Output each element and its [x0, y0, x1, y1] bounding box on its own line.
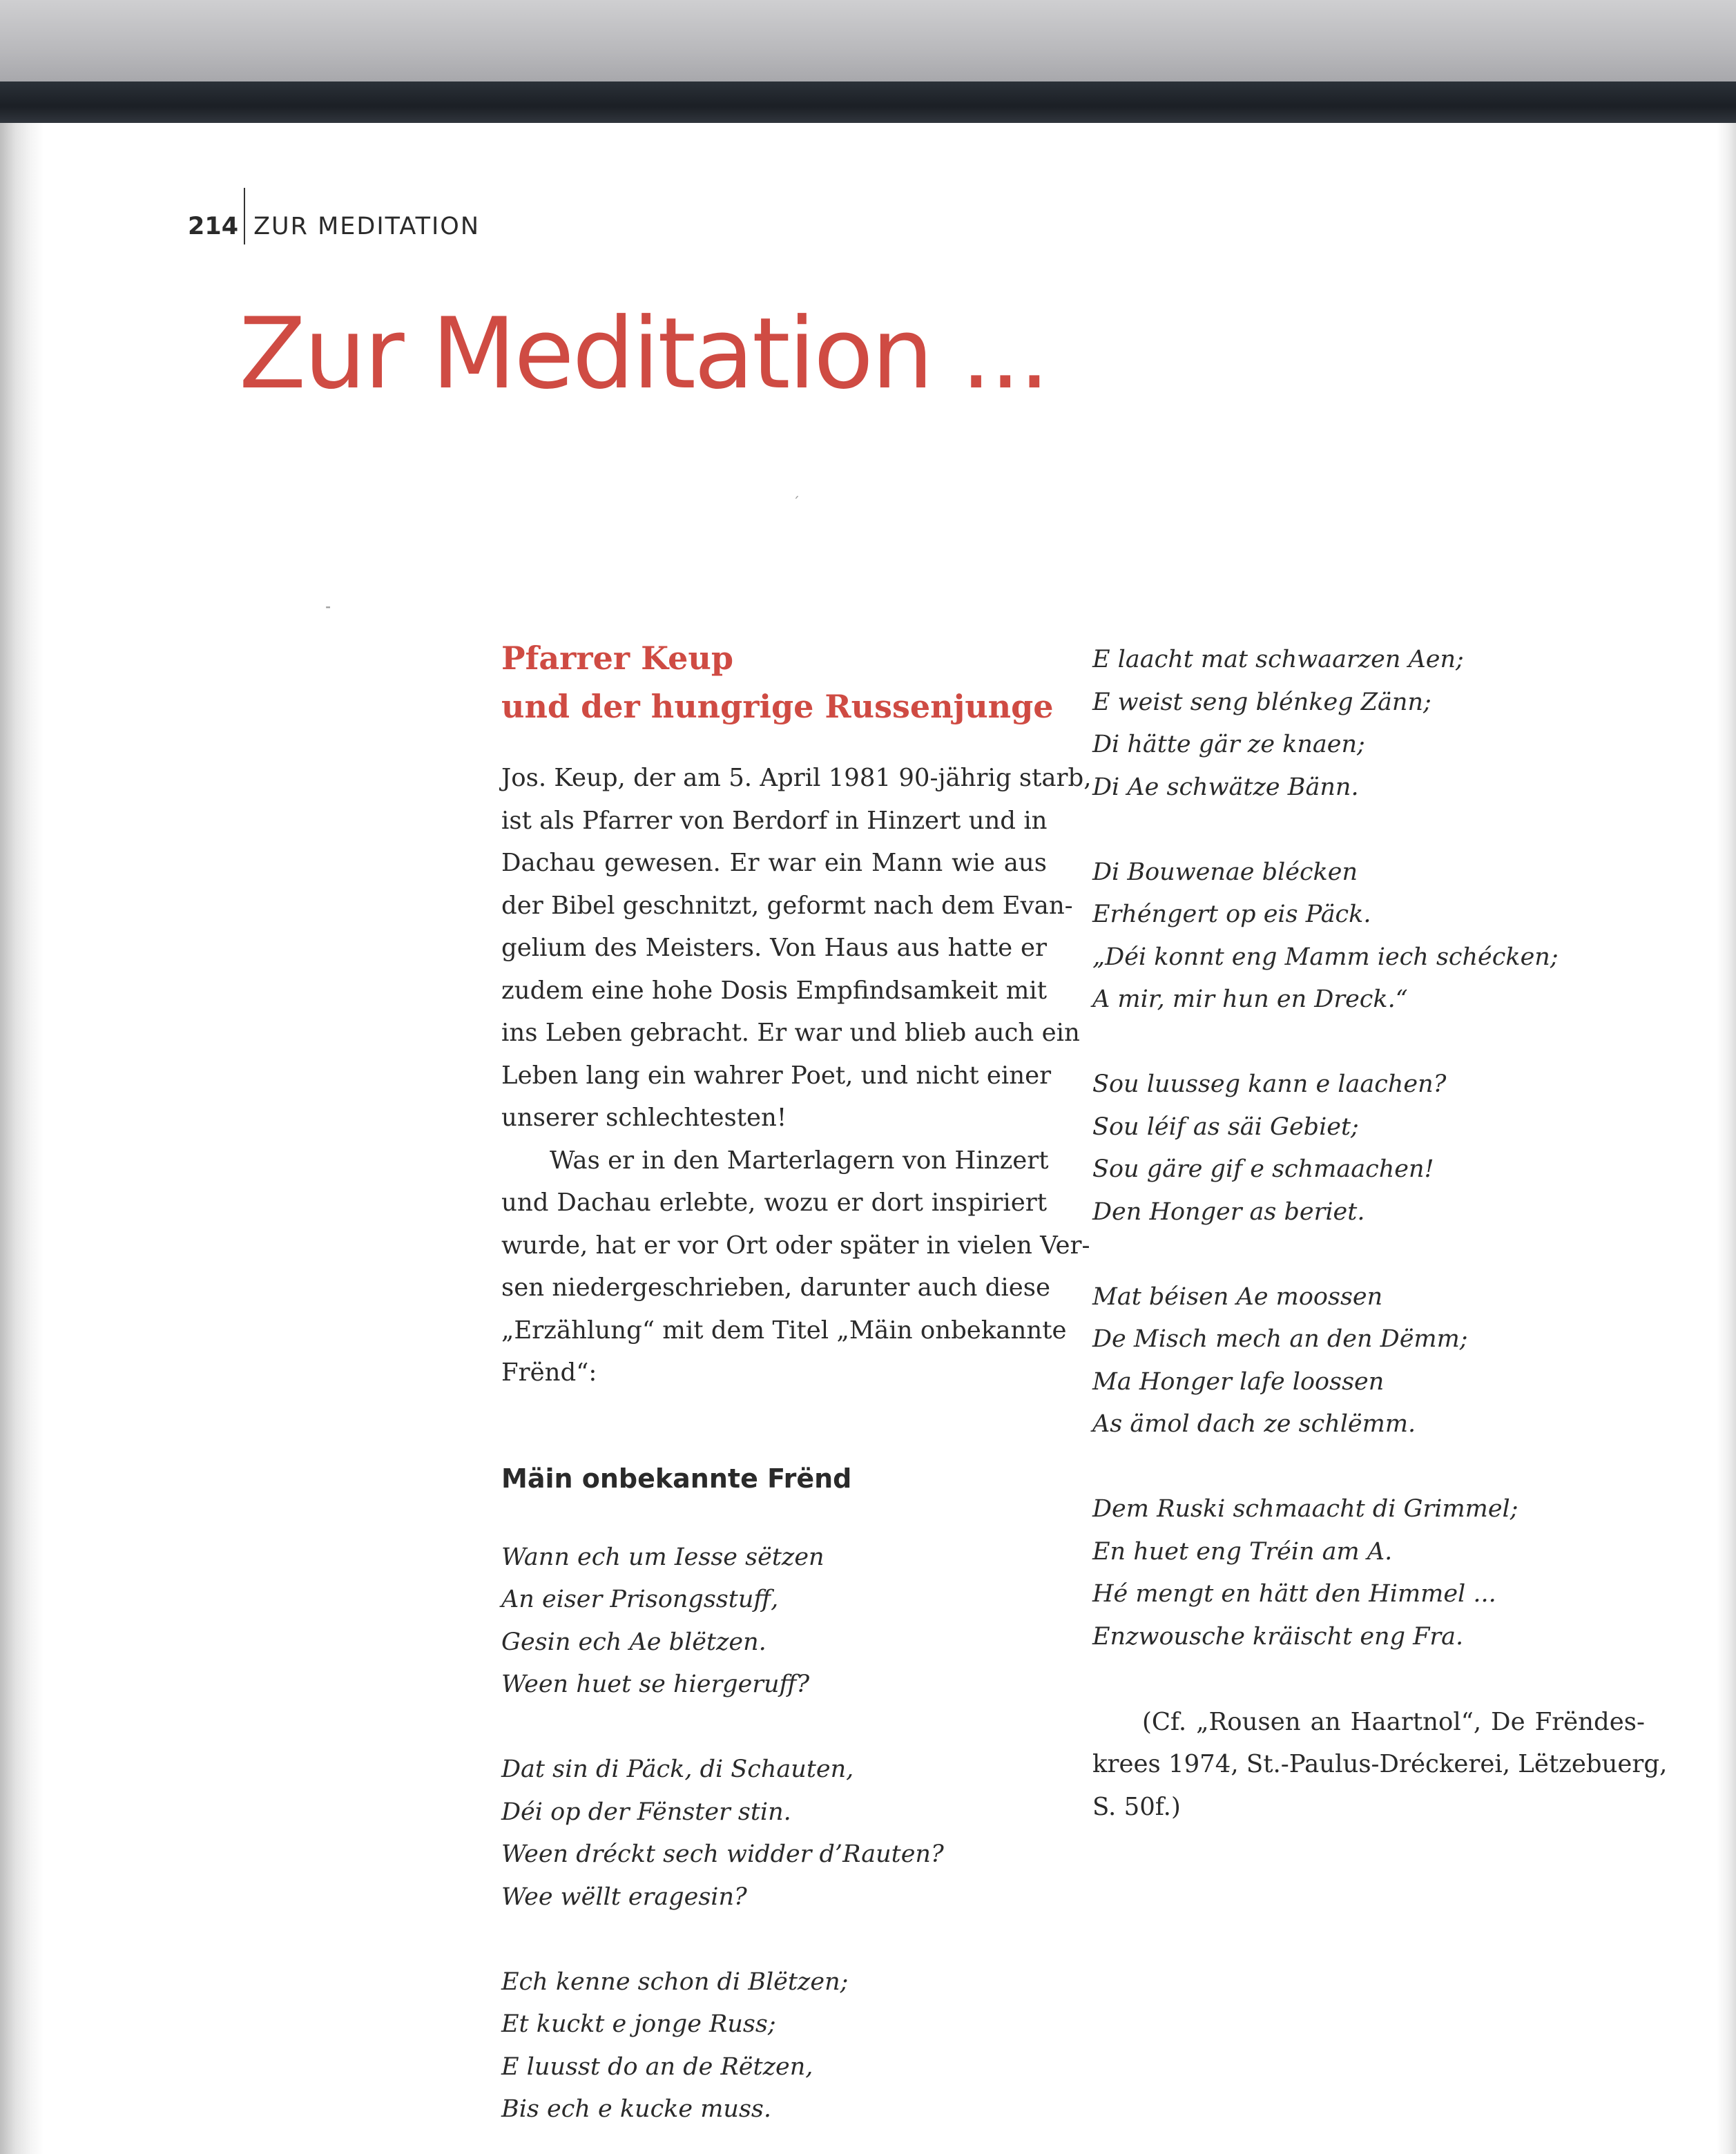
verse-line: Hé mengt en hätt den Himmel ...: [1092, 1580, 1496, 1608]
text-line: ins Leben gebracht. Er war und blieb auch ein: [501, 1019, 1080, 1047]
verse-line: Sou gäre gif e schmaachen!: [1092, 1155, 1434, 1183]
text-line: Dachau gewesen. Er war ein Mann wie aus: [501, 849, 1047, 877]
text-line: der Bibel geschnitzt, geformt nach dem Evan-: [501, 891, 1073, 920]
scan-speck: ˏ: [793, 482, 800, 499]
citation-line: S. 50f.): [1092, 1792, 1181, 1821]
verse-line: Dem Ruski schmaacht di Grimmel;: [1092, 1495, 1518, 1523]
running-head-divider: [244, 188, 245, 244]
poem-stanza: [501, 1537, 1047, 1706]
intro-paragraph: [501, 757, 1092, 1139]
page-title: Zur Meditation ...: [239, 297, 1048, 411]
poem-title: Mäin onbekannte Frënd: [501, 1463, 852, 1494]
text-line: ist als Pfarrer von Berdorf in Hinzert und in: [501, 806, 1048, 835]
citation-line: (Cf. „Rousen an Haartnol“, De Frëndes-: [1142, 1707, 1645, 1736]
verse-line: Sou luusseg kann e laachen?: [1092, 1070, 1447, 1098]
poem-stanza: [501, 1749, 1047, 1919]
verse-line: En huet eng Tréin am A.: [1092, 1537, 1393, 1566]
citation-line: krees 1974, St.-Paulus-Dréckerei, Lëtzebuerg,: [1092, 1750, 1668, 1778]
verse-line: A mir, mir hun en Dreck.“: [1092, 985, 1408, 1013]
verse-line: Sou léif as säi Gebiet;: [1092, 1113, 1359, 1141]
page-number: 214: [188, 213, 239, 240]
verse-line: Erhéngert op eis Päck.: [1092, 901, 1371, 928]
verse-line: As ämol dach ze schlëmm.: [1092, 1410, 1416, 1438]
text-line: Jos. Keup, der am 5. April 1981 90-jährig starb,: [501, 764, 1092, 792]
verse-line: Ween dréckt sech widder d’Rauten?: [501, 1840, 944, 1868]
poem-stanza: [1092, 639, 1645, 809]
verse-line: E luusst do an de Rëtzen,: [501, 2052, 813, 2081]
citation: [1092, 1701, 1668, 1829]
verse-line: E weist seng blénkeg Zänn;: [1092, 688, 1431, 716]
running-head-section: ZUR MEDITATION: [253, 213, 481, 240]
text-line: unserer schlechtesten!: [501, 1104, 787, 1132]
article-heading-line: Pfarrer Keup: [501, 640, 734, 677]
verse-line: Ween huet se hiergeruff?: [501, 1671, 810, 1698]
poem-stanza: [501, 1961, 1047, 2131]
scan-background: [0, 0, 1736, 83]
article-heading: [501, 634, 1054, 731]
verse-line: Ech kenne schon di Blëtzen;: [501, 1968, 849, 1996]
verse-line: Et kuckt e jonge Russ;: [501, 2010, 776, 2038]
poem-stanzas-left: [501, 1537, 1047, 2131]
verse-line: Mat béisen Ae moossen: [1092, 1282, 1383, 1311]
running-head: [188, 207, 480, 246]
poem-stanza: [1092, 1276, 1645, 1446]
verse-line: Enzwousche kräischt eng Fra.: [1092, 1622, 1464, 1651]
verse-line: Gesin ech Ae blëtzen.: [501, 1628, 766, 1656]
verse-line: Dat sin di Päck, di Schauten,: [501, 1756, 854, 1783]
verse-line: Déi op der Fënster stin.: [501, 1798, 791, 1826]
text-line: sen niedergeschrieben, darunter auch diese: [501, 1273, 1050, 1302]
poem-stanza: [1092, 852, 1645, 1021]
verse-line: Di Ae schwätze Bänn.: [1092, 773, 1359, 801]
verse-line: Wee wëllt eragesin?: [501, 1883, 747, 1911]
verse-line: An eiser Prisongsstuff,: [501, 1586, 779, 1613]
text-line: „Erzählung“ mit dem Titel „Mäin onbekannte: [501, 1316, 1067, 1345]
second-paragraph: [501, 1139, 1090, 1394]
text-line: Leben lang ein wahrer Poet, und nicht einer: [501, 1061, 1052, 1090]
poem-stanza: [1092, 1064, 1645, 1233]
page-fold-shadow: [0, 123, 44, 2154]
left-column: [501, 634, 1092, 2131]
text-line: wurde, hat er vor Ort oder später in vielen Ver-: [501, 1231, 1090, 1260]
verse-line: De Misch mech an den Dëmm;: [1092, 1325, 1468, 1353]
page-right-edge: [1717, 123, 1736, 2154]
text-line: zudem eine hohe Dosis Empfindsamkeit mit: [501, 976, 1047, 1005]
text-line: gelium des Meisters. Von Haus aus hatte er: [501, 934, 1047, 962]
verse-line: Ma Honger lafe loossen: [1092, 1367, 1385, 1396]
poem-stanza: [1092, 1488, 1645, 1658]
text-line: Was er in den Marterlagern von Hinzert: [550, 1146, 1049, 1175]
verse-line: Bis ech e kucke muss.: [501, 2095, 771, 2123]
verse-line: „Déi konnt eng Mamm iech schécken;: [1092, 943, 1559, 971]
verse-line: E laacht mat schwaarzen Aen;: [1092, 646, 1464, 673]
verse-line: Di hätte gär ze knaen;: [1092, 731, 1365, 758]
book-cover-edge: [0, 81, 1736, 123]
text-line: Frënd“:: [501, 1358, 597, 1387]
verse-line: Wann ech um Iesse sëtzen: [501, 1543, 824, 1571]
right-column: [1092, 639, 1668, 1828]
scan-speck: ⁃: [325, 599, 331, 616]
verse-line: Di Bouwenae blécken: [1092, 858, 1358, 886]
article-heading-line: und der hungrige Russenjunge: [501, 688, 1054, 725]
text-line: und Dachau erlebte, wozu er dort inspiriert: [501, 1189, 1047, 1217]
verse-line: Den Honger as beriet.: [1092, 1198, 1365, 1226]
